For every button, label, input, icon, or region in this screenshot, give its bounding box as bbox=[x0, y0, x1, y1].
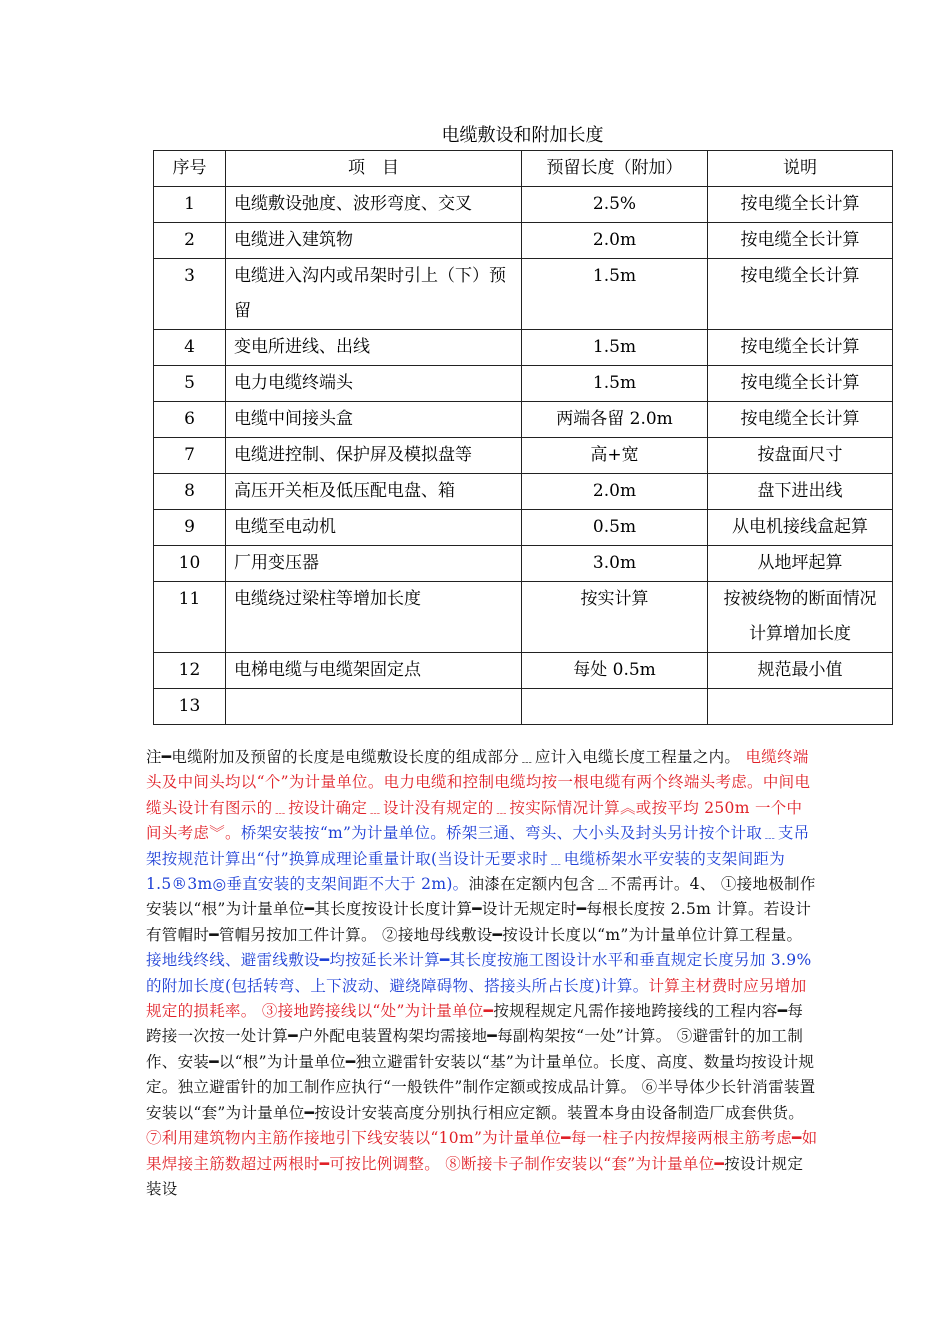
table-row bbox=[154, 187, 893, 223]
row-number: 3 bbox=[154, 259, 226, 330]
row-item: 电缆进控制、保护屏及模拟盘等 bbox=[226, 438, 522, 474]
notes-paragraph bbox=[146, 745, 818, 1202]
header-note: 说明 bbox=[708, 151, 893, 187]
note-segment: 计算主材费时应另增加规定的损耗率。 ③接地跨接线以“处”为计量单位━ bbox=[146, 976, 807, 1021]
header-item: 项 目 bbox=[226, 151, 522, 187]
row-number: 10 bbox=[154, 546, 226, 582]
row-item: 电力电缆终端头 bbox=[226, 366, 522, 402]
row-length: 1.5m bbox=[522, 330, 708, 366]
row-note: 从电机接线盒起算 bbox=[708, 510, 893, 546]
row-length: 3.0m bbox=[522, 546, 708, 582]
row-note: 按电缆全长计算 bbox=[708, 187, 893, 223]
row-item: 变电所进线、出线 bbox=[226, 330, 522, 366]
row-number: 1 bbox=[154, 187, 226, 223]
row-note: 从地坪起算 bbox=[708, 546, 893, 582]
row-note: 盘下进出线 bbox=[708, 474, 893, 510]
row-item: 厂用变压器 bbox=[226, 546, 522, 582]
row-length: 按实计算 bbox=[522, 582, 708, 653]
row-item: 电缆绕过梁柱等增加长度 bbox=[226, 582, 522, 653]
row-note: 规范最小值 bbox=[708, 653, 893, 689]
table-header-row bbox=[154, 151, 893, 187]
row-item: 电缆敷设弛度、波形弯度、交叉 bbox=[226, 187, 522, 223]
row-note: 按电缆全长计算 bbox=[708, 366, 893, 402]
row-number: 2 bbox=[154, 223, 226, 259]
row-note: 按盘面尺寸 bbox=[708, 438, 893, 474]
note-segment: 按规程规定凡需作接地跨接线的工程内容━每跨接一次按一处计算━户外配电装置构架均需接地━每副构架按“一处”计算。 ⑤避雷针的加工制作、安装━以“根”为计量单位━独立避雷针安装以“基”为计量单位。长度、高度、数量均按设计规定。独立避雷针的加工制作应执行“一般铁件”制作定额或按成品计算。 ⑥半导体少长针消雷装置安装以“套”为计量单位━按设计安装高度分别执行相应定额。装置本身由设备制造厂成套供货。 bbox=[146, 1002, 816, 1122]
row-number: 13 bbox=[154, 689, 226, 725]
row-length: 2.5% bbox=[522, 187, 708, 223]
row-note: 按电缆全长计算 bbox=[708, 330, 893, 366]
row-number: 7 bbox=[154, 438, 226, 474]
note-segment: ⑦利用建筑物内主筋作接地引下线安装以“10m”为计量单位━每一柱子内按焊接两根主筋考虑━如果焊接主筋数超过两根时━可按比例调整。 ⑧断接卡子制作安装以“套”为计量单位━ bbox=[146, 1129, 818, 1173]
row-number: 6 bbox=[154, 402, 226, 438]
table-row bbox=[154, 402, 893, 438]
note-segment: 接地线终线、避雷线敷设━均按延长米计算━其长度按施工图设计水平和垂直规定长度另加 3.9%的附加长度(包括转弯、上下波动、避绕障碍物、搭接头所占长度)计算。 bbox=[146, 951, 812, 995]
note-segment: 注━电缆附加及预留的长度是电缆敷设长度的组成部分﹍应计入电缆长度工程量之内。 bbox=[146, 748, 746, 766]
row-number: 4 bbox=[154, 330, 226, 366]
row-note bbox=[708, 689, 893, 725]
row-length: 1.5m bbox=[522, 259, 708, 330]
row-item: 电缆至电动机 bbox=[226, 510, 522, 546]
table-row bbox=[154, 689, 893, 725]
table-row bbox=[154, 330, 893, 366]
row-length: 高+宽 bbox=[522, 438, 708, 474]
header-length: 预留长度（附加） bbox=[522, 151, 708, 187]
note-segment: 按设计规定装设 bbox=[146, 1154, 804, 1198]
row-number: 5 bbox=[154, 366, 226, 402]
note-segment: 桥架安装按“m”为计量单位。桥架三通、弯头、大小头及封头另计按个计取﹍支吊架按规范计算出“付”换算成理论重量计取(当设计无要求时﹍电缆桥架水平安装的支架间距为 1.5®3m◎垂直安装的支架间距不大于 2m)。 bbox=[146, 824, 810, 894]
row-length: 2.0m bbox=[522, 474, 708, 510]
row-item: 电梯电缆与电缆架固定点 bbox=[226, 653, 522, 689]
row-note: 按电缆全长计算 bbox=[708, 259, 893, 330]
row-note: 按被绕物的断面情况计算增加长度 bbox=[708, 582, 893, 653]
note-segment: 电缆终端头及中间头均以“个”为计量单位。电力电缆和控制电缆均按一根电缆有两个终端头考虑。中间电缆头设计有图示的﹍按设计确定﹍设计没有规定的﹍按实际情况计算︽或按平均 250m 一个中间头考虑︾。 bbox=[146, 748, 811, 843]
table-row bbox=[154, 474, 893, 510]
header-no: 序号 bbox=[154, 151, 226, 187]
table-row bbox=[154, 438, 893, 474]
row-item: 电缆中间接头盒 bbox=[226, 402, 522, 438]
row-length: 1.5m bbox=[522, 366, 708, 402]
table-row bbox=[154, 259, 893, 330]
row-item: 高压开关柜及低压配电盘、箱 bbox=[226, 474, 522, 510]
table-row bbox=[154, 510, 893, 546]
row-length: 0.5m bbox=[522, 510, 708, 546]
row-length bbox=[522, 689, 708, 725]
table-row bbox=[154, 582, 893, 653]
table-row bbox=[154, 366, 893, 402]
row-length: 2.0m bbox=[522, 223, 708, 259]
row-number: 11 bbox=[154, 582, 226, 653]
cable-length-table bbox=[153, 150, 893, 725]
row-number: 12 bbox=[154, 653, 226, 689]
table-row bbox=[154, 653, 893, 689]
table-row bbox=[154, 223, 893, 259]
table-title: 电缆敷设和附加长度 bbox=[441, 125, 604, 146]
row-note: 按电缆全长计算 bbox=[708, 223, 893, 259]
table-body bbox=[154, 187, 893, 725]
row-note: 按电缆全长计算 bbox=[708, 402, 893, 438]
row-length: 每处 0.5m bbox=[522, 653, 708, 689]
note-segment: 油漆在定额内包含﹍不需再计。4、 ①接地极制作安装以“根”为计量单位━其长度按设计长度计算━设计无规定时━每根长度按 2.5m 计算。若设计有管帽时━管帽另按加工件计算。 ②接地母线敷设━按设计长度以“m”为计量单位计算工程量。 bbox=[146, 875, 816, 944]
table-row bbox=[154, 546, 893, 582]
row-item bbox=[226, 689, 522, 725]
row-item: 电缆进入沟内或吊架时引上（下）预留 bbox=[226, 259, 522, 330]
row-item: 电缆进入建筑物 bbox=[226, 223, 522, 259]
row-number: 8 bbox=[154, 474, 226, 510]
row-length: 两端各留 2.0m bbox=[522, 402, 708, 438]
row-number: 9 bbox=[154, 510, 226, 546]
